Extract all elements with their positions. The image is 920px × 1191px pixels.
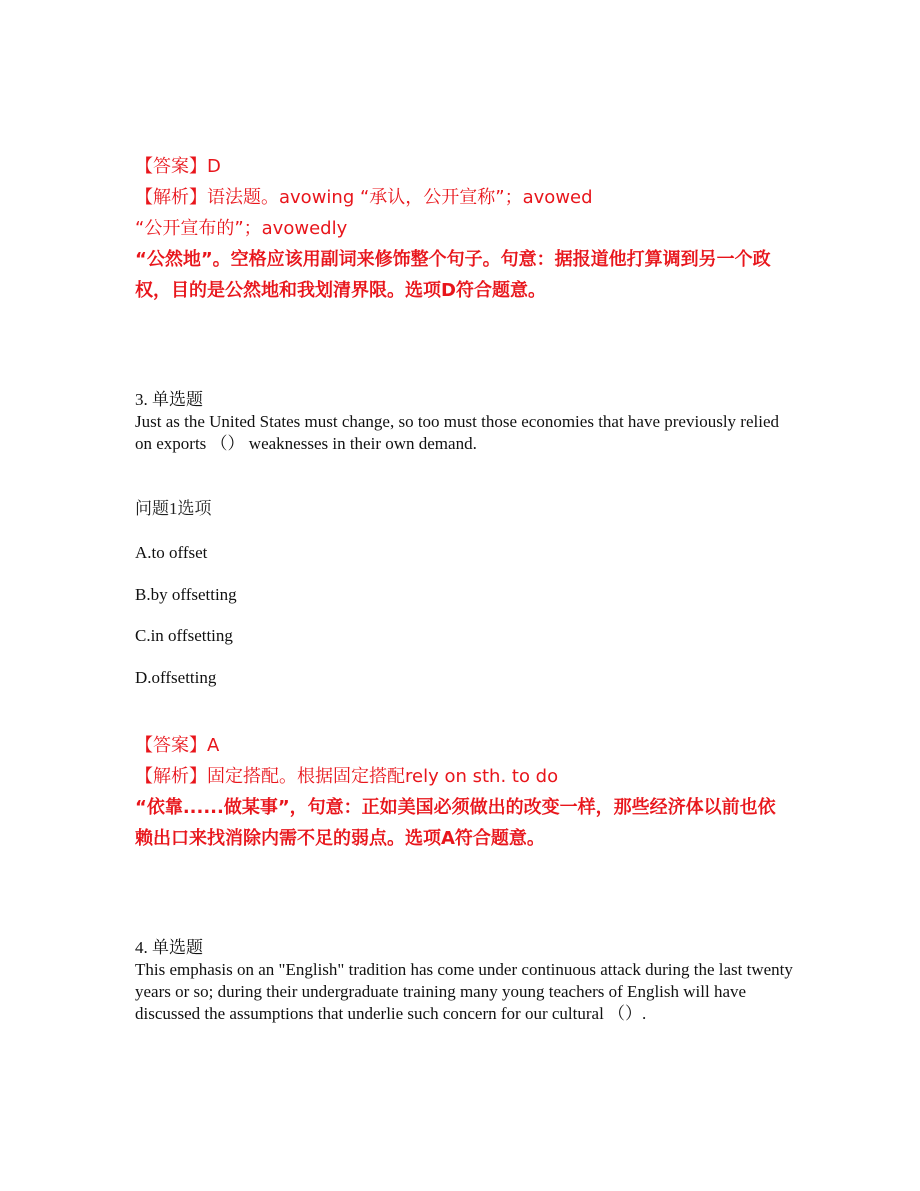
answer-block-2 — [135, 730, 795, 854]
answer-line: 【答案】D — [135, 156, 221, 177]
answer-line: 【答案】A — [135, 735, 220, 756]
question-3 — [135, 389, 795, 455]
question-number: 3. 单选题 — [135, 390, 203, 409]
analysis-line-1: 【解析】固定搭配。根据固定搭配rely on sth. to do — [135, 766, 559, 787]
option-b: B.by offsetting — [135, 585, 237, 604]
option-d: D.offsetting — [135, 668, 217, 687]
analysis-line-1: 【解析】语法题。avowing “承认，公开宣称”；avowed — [135, 187, 593, 208]
option-c: C.in offsetting — [135, 626, 233, 645]
answer-block-1 — [135, 151, 795, 306]
option-a: A.to offset — [135, 543, 208, 562]
question-number: 4. 单选题 — [135, 938, 203, 957]
analysis-line-3: “公然地”。空格应该用副词来修饰整个句子。句意：据报道他打算调到另一个政 — [135, 249, 771, 270]
analysis-line-2: “依靠......做某事”，句意：正如美国必须做出的改变一样，那些经济体以前也依 — [135, 797, 776, 818]
question-stem: This emphasis on an "English" tradition has come under continuous attack during the last twenty years or so; during their undergraduate training many young teachers of English will have discussed the assumptions that underlie such concern for our cultural （）. — [135, 960, 793, 1023]
analysis-line-4: 权，目的是公然地和我划清界限。选项D符合题意。 — [135, 280, 546, 301]
analysis-line-3: 赖出口来找消除内需不足的弱点。选项A符合题意。 — [135, 828, 545, 849]
analysis-line-2: “公开宣布的”；avowedly — [135, 218, 348, 239]
question-stem: Just as the United States must change, so too must those economies that have previously relied on exports （） weaknesses in their own demand. — [135, 412, 779, 453]
options-label: 问题1选项 — [135, 499, 212, 518]
question-4 — [135, 937, 795, 1025]
